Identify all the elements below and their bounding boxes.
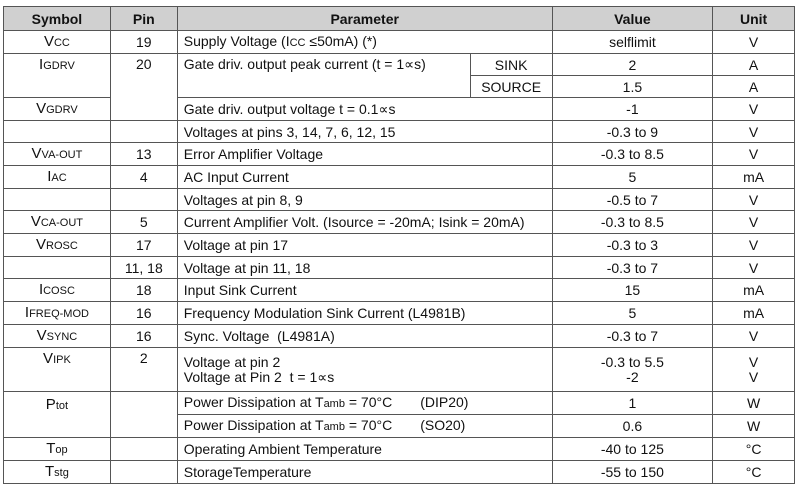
unit-cell: mA [713,279,795,302]
value-cell: 15 [552,279,713,302]
symbol-cell: VSYNC [4,325,111,348]
unit-cell: °C [713,461,795,484]
unit-cell: mA [713,166,795,189]
symbol-cell: VIPK [4,348,111,392]
value-cell: -55 to 150 [552,461,713,484]
pin-cell [110,438,177,461]
parameter-cell: Voltage at pin 11, 18 [177,257,552,279]
pin-cell: 19 [110,31,177,54]
pin-cell: 16 [110,325,177,348]
symbol-cell: VVA-OUT [4,143,111,166]
value-cell: 5 [552,302,713,325]
unit-cell: V V [713,348,795,392]
table-row [4,211,795,234]
sink-label: SINK [470,54,552,76]
symbol-cell: IFREQ-MOD [4,302,111,325]
pin-cell: 18 [110,279,177,302]
unit-cell: °C [713,438,795,461]
pin-cell: 11, 18 [110,257,177,279]
header-symbol: Symbol [4,7,111,31]
parameter-cell: Voltage at pin 17 [177,234,552,257]
symbol-cell [4,189,111,211]
pin-cell [110,189,177,211]
parameter-cell: Power Dissipation at Tamb = 70°C (DIP20) [177,392,552,415]
value-cell: -0.3 to 7 [552,257,713,279]
value-cell: -0.3 to 8.5 [552,143,713,166]
table-row [4,166,795,189]
header-pin: Pin [110,7,177,31]
parameter-cell: Frequency Modulation Sink Current (L4981B) [177,302,552,325]
parameter-cell: AC Input Current [177,166,552,189]
pin-cell [110,121,177,143]
pin-cell: 4 [110,166,177,189]
table-row [4,279,795,302]
parameter-cell: Power Dissipation at Tamb = 70°C (SO20) [177,415,552,438]
symbol-cell: ICOSC [4,279,111,302]
value-cell: -0.3 to 9 [552,121,713,143]
value-cell: -0.3 to 8.5 [552,211,713,234]
unit-cell: V [713,121,795,143]
header-value: Value [552,7,713,31]
parameter-cell: Gate driv. output voltage t = 0.1∝s [177,98,552,121]
parameter-cell: Gate driv. output peak current (t = 1∝s) [177,54,470,98]
table-row [4,189,795,211]
unit-cell: A [713,76,795,98]
parameter-cell: Supply Voltage (ICC ≤50mA) (*) [177,31,552,54]
header-unit: Unit [713,7,795,31]
pin-cell [110,392,177,438]
symbol-cell: IAC [4,166,111,189]
unit-cell: V [713,31,795,54]
value-cell: selflimit [552,31,713,54]
pin-cell [110,461,177,484]
table-row [4,392,795,415]
symbol-cell: VROSC [4,234,111,257]
unit-cell: V [713,234,795,257]
unit-cell: W [713,415,795,438]
unit-cell: V [713,98,795,121]
value-cell: 2 [552,54,713,76]
table-row [4,54,795,76]
symbol-cell: IGDRV [4,54,111,98]
parameter-cell: Sync. Voltage (L4981A) [177,325,552,348]
table-row [4,302,795,325]
symbol-cell: VGDRV [4,98,111,121]
pin-cell: 13 [110,143,177,166]
header-parameter: Parameter [177,7,552,31]
symbol-cell: Tstg [4,461,111,484]
table-row [4,348,795,392]
symbol-cell: Ptot [4,392,111,438]
parameter-cell: Voltage at pin 2 Voltage at Pin 2 t = 1∝s [177,348,552,392]
unit-cell: V [713,211,795,234]
value-cell: -0.3 to 5.5 -2 [552,348,713,392]
value-cell: 0.6 [552,415,713,438]
parameter-cell: Operating Ambient Temperature [177,438,552,461]
value-cell: -40 to 125 [552,438,713,461]
source-label: SOURCE [470,76,552,98]
value-cell: 1.5 [552,76,713,98]
unit-cell: V [713,189,795,211]
value-cell: -0.3 to 7 [552,325,713,348]
symbol-cell: VCC [4,31,111,54]
unit-cell: mA [713,302,795,325]
unit-cell: V [713,143,795,166]
parameter-cell: Voltages at pins 3, 14, 7, 6, 12, 15 [177,121,552,143]
header-row [4,7,795,31]
value-cell: -0.3 to 3 [552,234,713,257]
table-row [4,461,795,484]
unit-cell: V [713,257,795,279]
pin-cell: 5 [110,211,177,234]
parameter-cell: StorageTemperature [177,461,552,484]
table-row [4,143,795,166]
parameter-cell: Input Sink Current [177,279,552,302]
symbol-cell: Top [4,438,111,461]
unit-cell: A [713,54,795,76]
table-row [4,438,795,461]
pin-cell: 17 [110,234,177,257]
table-row [4,257,795,279]
pin-cell: 16 [110,302,177,325]
table-row [4,31,795,54]
pin-cell: 20 [110,54,177,121]
table-row [4,325,795,348]
parameter-cell: Voltages at pin 8, 9 [177,189,552,211]
value-cell: -0.5 to 7 [552,189,713,211]
unit-cell: V [713,325,795,348]
symbol-cell [4,257,111,279]
unit-cell: W [713,392,795,415]
parameter-cell: Current Amplifier Volt. (Isource = -20mA; Isink = 20mA) [177,211,552,234]
value-cell: -1 [552,98,713,121]
value-cell: 1 [552,392,713,415]
absolute-maximum-ratings-table [3,6,795,484]
pin-cell: 2 [110,348,177,392]
symbol-cell [4,121,111,143]
symbol-cell: VCA-OUT [4,211,111,234]
parameter-cell: Error Amplifier Voltage [177,143,552,166]
value-cell: 5 [552,166,713,189]
table-row [4,121,795,143]
table-row [4,234,795,257]
